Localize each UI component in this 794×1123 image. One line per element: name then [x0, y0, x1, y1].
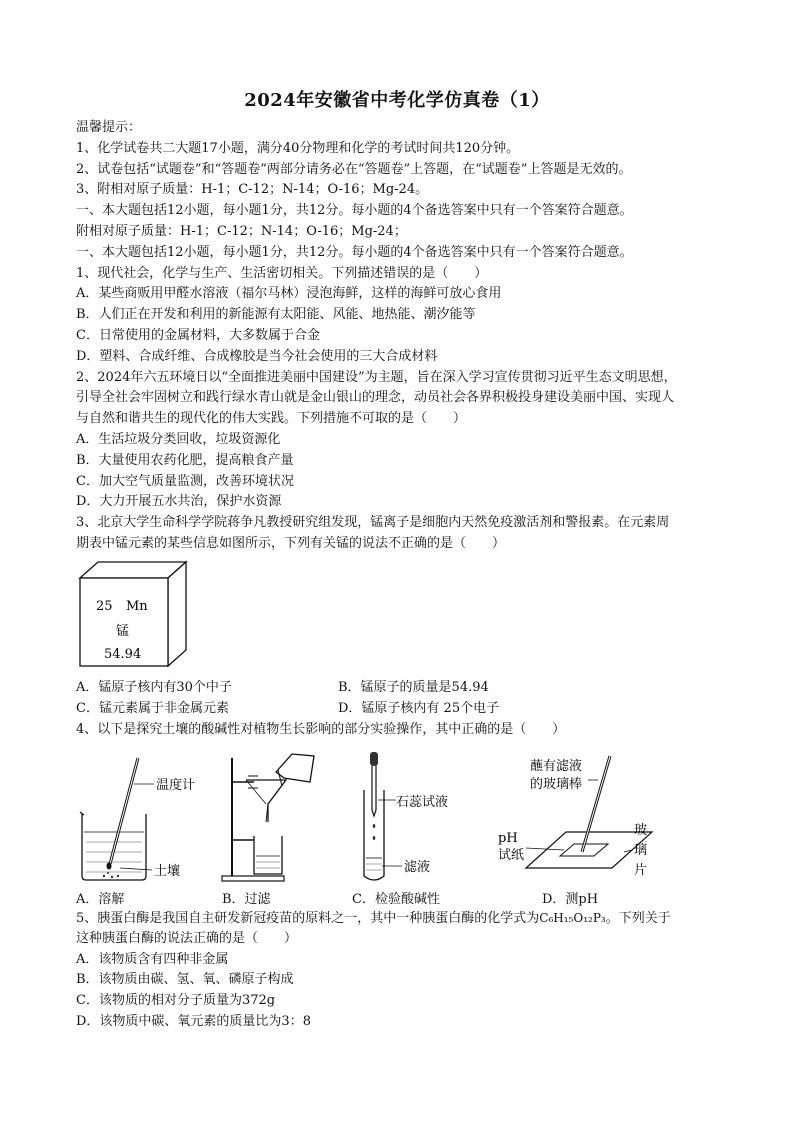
- exam-body-3: [76, 908, 726, 1033]
- label-rod-line2: 的玻璃棒: [530, 777, 583, 792]
- question-2-stem: 2、2024年六五环境日以“全面推进美丽中国建设”为主题，旨在深入学习宣传贯彻习近平生态文明思想，: [76, 369, 677, 385]
- caption-c: C．检验酸碱性: [352, 892, 440, 907]
- element-cell-figure: [78, 560, 190, 670]
- caption-a: A．溶解: [76, 892, 125, 907]
- element-atomic-number: 25: [96, 599, 113, 614]
- intro-line: 附相对原子质量：H-1；C-12；N-14；O-16；Mg-24；: [76, 223, 407, 239]
- question-2-option-d: D．大力开展五水共治，保护水资源: [76, 494, 282, 510]
- formula: C₆H₁₅O₁₂P₃: [539, 911, 606, 925]
- question-2-option-b: B．大量使用农药化肥，提高粮食产量: [76, 452, 294, 468]
- question-1-option-b: B．人们正在开发和利用的新能源有太阳能、风能、地热能、潮汐能等: [76, 307, 476, 323]
- label-thermometer: 温度计: [156, 778, 196, 793]
- label-glass-3: 片: [634, 863, 648, 878]
- test-tube-figure: [352, 750, 472, 884]
- question-5-stem: 5、胰蛋白酶是我国自主研发新冠疫苗的原料之一，其中一种胰蛋白酶的化学式为C₆H₁₅O₁₂P₃。下列关于: [76, 911, 671, 926]
- question-5-option-a: A．该物质含有四种非金属: [76, 951, 229, 967]
- element-symbol: Mn: [126, 599, 148, 614]
- caption-b: B．过滤: [222, 892, 271, 907]
- label-glass-1: 玻: [634, 823, 648, 838]
- exam-body: [76, 118, 726, 555]
- element-mass: 54.94: [104, 647, 142, 662]
- label-filtrate: 滤液: [404, 860, 431, 875]
- exam-body-2: [76, 678, 726, 740]
- question-5-option-b: B．该物质由碳、氢、氧、磷原子构成: [76, 972, 294, 988]
- intro-line: 2、试卷包括“试题卷”和“答题卷”两部分请务必在“答题卷”上答题，在“试题卷”上答题是无效的。: [76, 161, 632, 177]
- question-1-stem: 1、现代社会，化学与生产、生活密切相关。下列描述错误的是（ ）: [76, 265, 488, 281]
- label-glass-2: 璃: [634, 843, 648, 858]
- intro-line: 1、化学试卷共二大题17小题，满分40分物理和化学的考试时间共120分钟。: [76, 140, 520, 156]
- filtration-apparatus-figure: [218, 752, 323, 884]
- question-5-option-d: D．该物质中碳、氧元素的质量比为3：8: [76, 1013, 311, 1029]
- question-3-option-a: A．锰原子核内有30个中子: [76, 680, 232, 695]
- label-litmus: 石蕊试液: [396, 795, 449, 810]
- question-3-stem: 期表中锰元素的某些信息如图所示，下列有关锰的说法不正确的是（ ）: [76, 535, 506, 551]
- page-title: 2024年安徽省中考化学仿真卷（1）: [244, 90, 550, 111]
- dissolve-apparatus-figure: [76, 752, 216, 884]
- label-soil: 土壤: [154, 864, 181, 879]
- question-3-option-b: B．锰原子的质量是54.94: [338, 680, 489, 695]
- question-2-option-c: C．加大空气质量监测，改善环境状况: [76, 473, 294, 489]
- caption-d: D．测pH: [542, 892, 599, 907]
- label-rod-line1: 蘸有滤液: [530, 759, 583, 774]
- question-1-option-a: A．某些商贩用甲醛水溶液（福尔马林）浸泡海鲜，这样的海鲜可放心食用: [76, 286, 502, 302]
- question-3-option-c: C．锰元素属于非金属元素: [76, 700, 229, 716]
- question-2-option-a: A．生活垃圾分类回收，垃圾资源化: [76, 431, 281, 447]
- question-4-stem: 4、以下是探究土壤的酸碱性对植物生长影响的部分实验操作，其中正确的是（ ）: [76, 721, 566, 737]
- question-1-option-d: D．塑料、合成纤维、合成橡胶是当今社会使用的三大合成材料: [76, 348, 438, 364]
- element-name: 锰: [116, 624, 130, 639]
- question-5-option-c: C．该物质的相对分子质量为372g: [76, 993, 276, 1009]
- label-ph-line2: 试纸: [498, 848, 525, 863]
- label-ph-line1: pH: [498, 831, 518, 846]
- intro-line: 3、附相对原子质量：H-1；C-12；N-14；O-16；Mg-24。: [76, 182, 429, 198]
- ph-test-figure: [496, 752, 656, 884]
- question-1-option-c: C．日常使用的金属材料，大多数属于合金: [76, 327, 320, 343]
- question-5-stem: 这种胰蛋白酶的说法正确的是（ ）: [76, 930, 298, 946]
- question-3-option-d: D．锰原子核内有 25个电子: [338, 700, 500, 716]
- question-3-stem: 3、北京大学生命科学学院蒋争凡教授研究组发现，锰离子是细胞内天然免疫激活剂和警报素。在元素周: [76, 515, 670, 531]
- intro-line: 一、本大题包括12小题，每小题1分，共12分。每小题的4个备选答案中只有一个答案符合题意。: [76, 244, 633, 260]
- question-2-stem: 引导全社会牢固树立和践行绿水青山就是金山银山的理念，动员社会各界积极投身建设美丽中国、实现人: [76, 390, 675, 406]
- intro-line: 一、本大题包括12小题，每小题1分，共12分。每小题的4个备选答案中只有一个答案符合题意。: [76, 203, 633, 219]
- intro-line: 温馨提示：: [76, 120, 142, 135]
- question-2-stem: 与自然和谐共生的现代化的伟大实践。下列措施不可取的是（ ）: [76, 411, 467, 427]
